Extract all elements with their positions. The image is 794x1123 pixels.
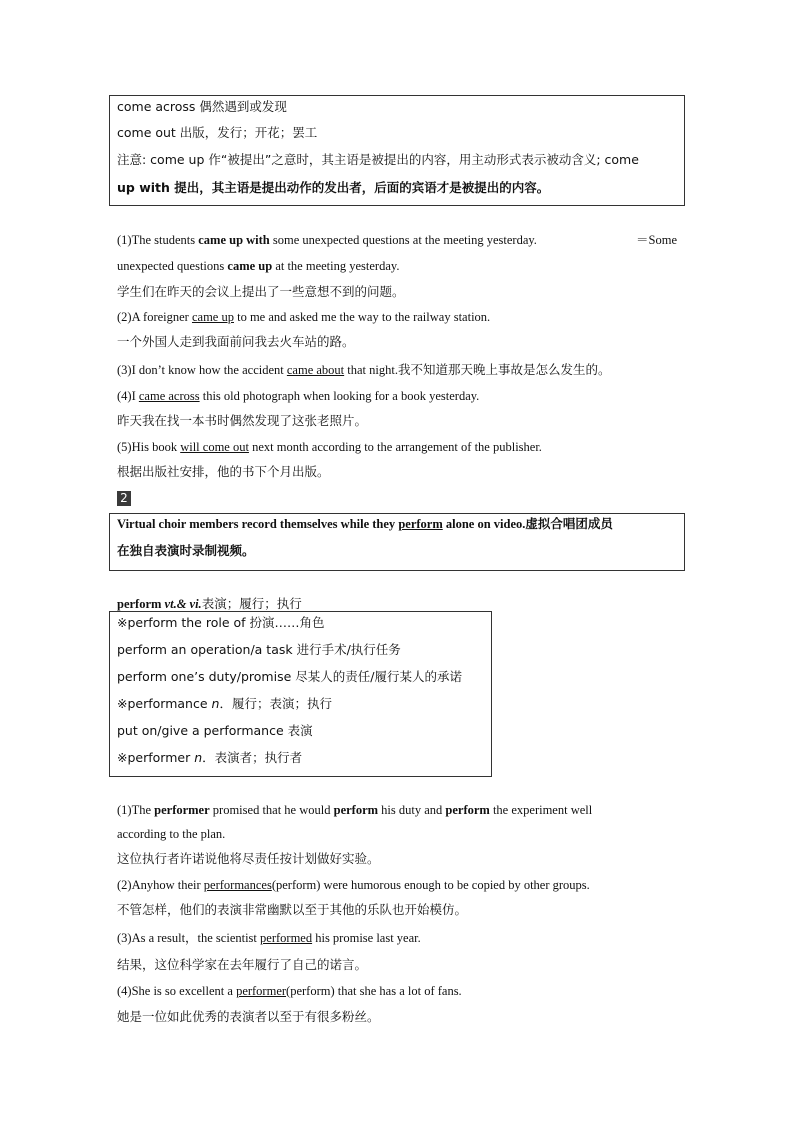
perform-example-4-en: (4)She is so excellent a performer(perform) that she has a lot of fans.	[117, 984, 462, 998]
perform-example-1-cn: 这位执行者许诺说他将尽责任按计划做好实验。	[117, 851, 380, 866]
example-1-en: (1)The students came up with some unexpected questions at the meeting yesterday. ＝Some	[117, 233, 677, 247]
box1-line-come-out: come out 出版，发行；开花；罢工	[117, 125, 318, 140]
perform-example-1-en-cont: according to the plan.	[117, 827, 226, 841]
box2-line3: perform one’s duty/promise 尽某人的责任/履行某人的承诺	[117, 669, 462, 684]
box1-line-come-across: come across 偶然遇到或发现	[117, 99, 287, 114]
example-2-en: (2)A foreigner came up to me and asked me the way to the railway station.	[117, 310, 491, 324]
example-5-cn: 根据出版社安排，他的书下个月出版。	[117, 464, 330, 479]
section-number-badge: 2	[117, 491, 131, 506]
perform-example-3-cn: 结果，这位科学家在去年履行了自己的诺言。	[117, 957, 368, 972]
example-4-cn: 昨天我在找一本书时偶然发现了这张老照片。	[117, 413, 368, 428]
perform-example-4-cn: 她是一位如此优秀的表演者以至于有很多粉丝。	[117, 1009, 380, 1024]
perform-example-2-cn: 不管怎样，他们的表演非常幽默以至于其他的乐队也开始模仿。	[117, 902, 468, 917]
example-3: (3)I don’t know how the accident came about that night.我不知道那天晚上事故是怎么发生的。	[117, 362, 611, 377]
example-5-en: (5)His book will come out next month according to the arrangement of the publisher.	[117, 440, 542, 454]
example-4-en: (4)I came across this old photograph when looking for a book yesterday.	[117, 389, 480, 403]
key-sentence-line2: 在独自表演时录制视频。	[117, 543, 255, 558]
box2-line2: perform an operation/a task 进行手术/执行任务	[117, 642, 401, 657]
word-heading-perform: perform vt.& vi.表演；履行；执行	[117, 596, 302, 611]
box2-line6: ※performer n．表演者；执行者	[117, 750, 303, 765]
box2-line1: ※perform the role of 扮演……角色	[117, 615, 325, 630]
box1-note-line2: up with 提出，其主语是提出动作的发出者，后面的宾语才是被提出的内容。	[117, 180, 550, 195]
perform-example-1-en: (1)The performer promised that he would perform his duty and perform the experiment well	[117, 803, 593, 817]
key-sentence-line1: Virtual choir members record themselves while they perform alone on video.虚拟合唱团成员	[117, 516, 613, 531]
example-1-tail: ＝Some	[636, 233, 677, 247]
box2-line5: put on/give a performance 表演	[117, 723, 313, 738]
example-2-cn: 一个外国人走到我面前问我去火车站的路。	[117, 334, 355, 349]
box1-note-line1: 注意: come up 作“被提出”之意时，其主语是被提出的内容，用主动形式表示被动含义; come	[117, 152, 639, 167]
example-1-en-cont: unexpected questions came up at the meeting yesterday.	[117, 259, 400, 273]
perform-example-2-en: (2)Anyhow their performances(perform) were humorous enough to be copied by other groups.	[117, 878, 590, 892]
example-1-cn: 学生们在昨天的会议上提出了一些意想不到的问题。	[117, 284, 405, 299]
box2-line4: ※performance n．履行；表演；执行	[117, 696, 332, 711]
perform-example-3-en: (3)As a result，the scientist performed his promise last year.	[117, 931, 421, 945]
